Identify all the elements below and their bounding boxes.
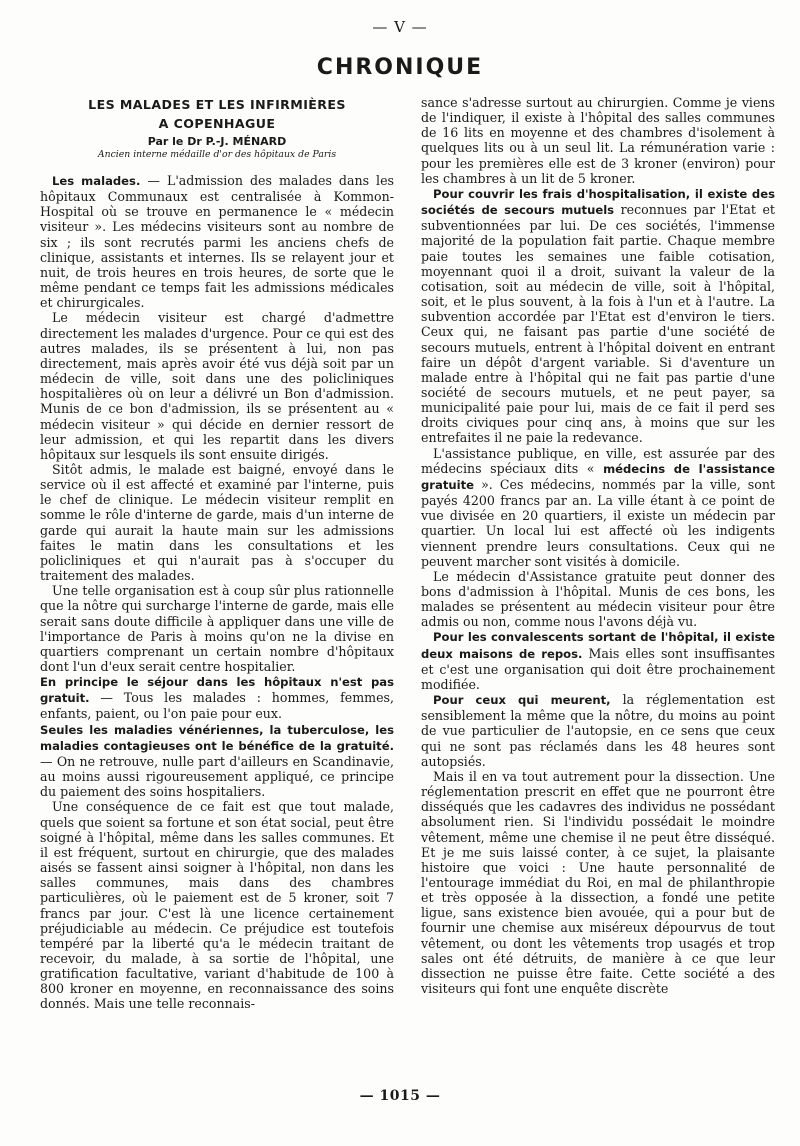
paragraph-text: — L'admission des malades dans les hôpitaux Communaux est centralisée à Kommon-Hospital où se trouve en permanence le « médecin visiteur ». Les médecins visiteurs sont au nombre de six ; ils sont recrutés parmi les anciens chefs de clinique, assistants et internes. Ils se relayent jour et nuit, de trois heures en trois heures, de sorte que le même pendant ce temps fait les admissions médicales et chirurgicales.: [40, 173, 394, 311]
page-marker: — V —: [372, 18, 428, 36]
paragraph-gratuite: [40, 722, 394, 800]
paragraph: Le médecin d'Assistance gratuite peut donner des bons d'admission à l'hôpital. Munis de ces bons, les malades se présentent au médecin visiteur pour être admis ou non, comme nous l'avons déjà vu.: [421, 568, 775, 630]
author-credential: Ancien interne médaille d'or des hôpitaux de Paris: [97, 149, 337, 160]
section-heading-malades: Les malades.: [52, 174, 141, 188]
article-title-line-1: LES MALADES ET LES INFIRMIÈRES: [88, 97, 346, 112]
paragraph-text: ». Ces médecins, nommés par la ville, sont payés 4200 francs par an. La ville étant à ce point de vue divisée en 20 quartiers, il existe un médecin par quartier. Un local lui est affecté où les indigents viennent prendre leurs consultations. Ceux qui ne peuvent marcher sont visités à domicile.: [421, 476, 775, 569]
article-title-line-2: A COPENHAGUE: [158, 116, 276, 131]
paragraph: Sitôt admis, le malade est baigné, envoyé dans le service où il est affecté et examiné par l'interne, puis le chef de clinique. Le médecin visiteur remplit en somme le rôle d'interne de garde, mais d'un interne de garde qui aurait la haute main sur les admissions faites le matin dans les consultations et les policliniques et qui n'aurait pas à s'occuper du traitement des malades.: [40, 461, 394, 584]
byline-text: Par le Dr P.-J. MÉNARD: [147, 135, 287, 148]
masthead-title: CHRONIQUE: [316, 55, 484, 80]
paragraph-text: la réglementation est sensiblement la même que la nôtre, du moins au point de vue particulier de l'autopsie, en ce sens que ceux qui ne sont pas réclamés dans les 48 heures sont autopsiés.: [421, 692, 775, 769]
byline: [40, 135, 394, 149]
paragraph-assistance: [421, 446, 775, 569]
paragraph: Le médecin visiteur est chargé d'admettre directement les malades d'urgence. Pour ce qui est des autres malades, ils se présentent à lui, non pas directement, mais après avoir été vus déjà soit par un médecin de ville, soit dans une des policliniques hospitalières où on leur a délivré un Bon d'admission. Munis de ce bon d'admission, ils se présentent au « médecin visiteur » qui décide en dernier ressort de leur admission, et qui les repartit dans les divers hôpitaux sur lesquels ils sont ensuite dirigés.: [40, 310, 394, 462]
section-heading-sejour: En principe le séjour dans les hôpitaux n'est pas gratuit.: [40, 675, 394, 706]
paragraph-malades: [40, 173, 394, 310]
right-column: [421, 95, 775, 996]
section-heading-meurent: Pour ceux qui meurent,: [433, 693, 611, 708]
paragraph-meurent: [421, 692, 775, 769]
paragraph-convalescents: [421, 629, 775, 692]
paragraph-text: — Tous les malades : hommes, femmes, enfants, paient, ou l'on paie pour eux.: [40, 690, 394, 722]
paragraph-text: — On ne retrouve, nulle part d'ailleurs en Scandinavie, au moins aussi rigoureusement appliqué, ce principe du paiement des soins hospitaliers.: [40, 753, 394, 800]
paragraph-text: L'assistance publique, en ville, est assurée par des médecins spéciaux dits «: [421, 445, 775, 476]
section-heading-gratuite: Seules les maladies vénériennes, la tuberculose, les maladies contagieuses ont le bénéfice de la gratuité.: [40, 722, 394, 753]
article-title: [40, 95, 394, 133]
paragraph-text: Mais elles sont insuffisantes et c'est une organisation qui doit être prochainement modifiée.: [421, 645, 775, 692]
paragraph-frais: [421, 186, 775, 446]
paragraph-sejour: [40, 674, 394, 721]
section-heading-convalescents: Pour les convalescents sortant de l'hôpital, il existe deux maisons de repos.: [421, 630, 775, 661]
paragraph: Mais il en va tout autrement pour la dissection. Une réglementation prescrit en effet que ne pourront être disséqués que les cadavres des individus ne possédant absolument rien. Si l'individu possédait le moindre vêtement, même une chemise il ne peut être disséqué. Et je me suis laissé conter, à ce sujet, la plaisante histoire que voici : Une haute personnalité de l'entourage immédiat du Roi, en mal de philanthropie et très opposée à la dissection, a fondé une petite ligue, sans existence bien avouée, qui a pour but de fournir une chemise aux miséreux dépourvus de tout vêtement, ou dont les vêtements trop usagés et trop sales ont été détruits, de manière à ce que leur dissection ne puisse être faite. Cette société a des visiteurs qui font une enquête discrète: [421, 768, 775, 997]
paragraph: Une telle organisation est à coup sûr plus rationnelle que la nôtre qui surcharge l'interne de garde, mais elle serait sans doute difficile à appliquer dans une ville de l'importance de Paris à moins qu'on ne la divise en quartiers comprenant un certain nombre d'hôpitaux dont l'un d'eux serait centre hospitalier.: [40, 583, 394, 674]
paragraph: Une conséquence de ce fait est que tout malade, quels que soient sa fortune et son état social, peut être soigné à l'hôpital, même dans les salles communes. Et il est fréquent, surtout en chirurgie, que des malades aisés se fassent ainsi soigner à l'hôpital, non dans les salles communes, mais dans des chambres particulières, où le paiement est de 5 kroner, soit 7 francs par jour. C'est là une licence certainement préjudiciable au médecin. Ce préjudice est toutefois tempéré par la liberté qu'a le médecin traitant de recevoir, du malade, à sa sortie de l'hôpital, une gratification facultative, variant d'habitude de 100 à 800 kroner en moyenne, en reconnaissance des soins donnés. Mais une telle reconnais-: [40, 799, 394, 1012]
paragraph-text: reconnues par l'Etat et subventionnées par lui. De ces sociétés, l'immense majorité de la population fait partie. Chaque membre paie toutes les semaines une faible cotisation, moyennant quoi il a droit, suivant la valeur de la cotisation, soit au médecin de ville, soit à l'hôpital, soit, et le plus souvent, à la fois à l'un et à l'autre. La subvention accordée par l'Etat est d'environ le tiers. Ceux qui, ne faisant pas partie d'une société de secours mutuels, entrent à l'hôpital doivent en entrant faire un dépôt d'argent variable. Si d'aventure un malade entre à l'hôpital qui ne fait pas partie d'une société de secours mutuels, et ne peut payer, sa municipalité paie pour lui, mais de ce fait il perd ses droits civiques pour cinq ans, à moins que sur les entrefaites il ne paie la redevance.: [421, 202, 775, 446]
section-heading-assistance: médecins de l'assistance gratuite: [421, 461, 775, 492]
section-heading-frais: Pour couvrir les frais d'hospitalisation, il existe des sociétés de secours mutuels: [421, 186, 775, 218]
left-column: [40, 95, 394, 1012]
paragraph-continuation: sance s'adresse surtout au chirurgien. Comme je viens de l'indiquer, il existe à l'hôpital des salles communes de 16 lits en moyenne et des chambres d'isolement à quelques lits ou à un seul lit. La rémunération varie : pour les premières elle est de 3 kroner (environ) pour les chambres à un lit de 5 kroner.: [421, 95, 775, 186]
page-number: — 1015 —: [359, 1088, 441, 1104]
